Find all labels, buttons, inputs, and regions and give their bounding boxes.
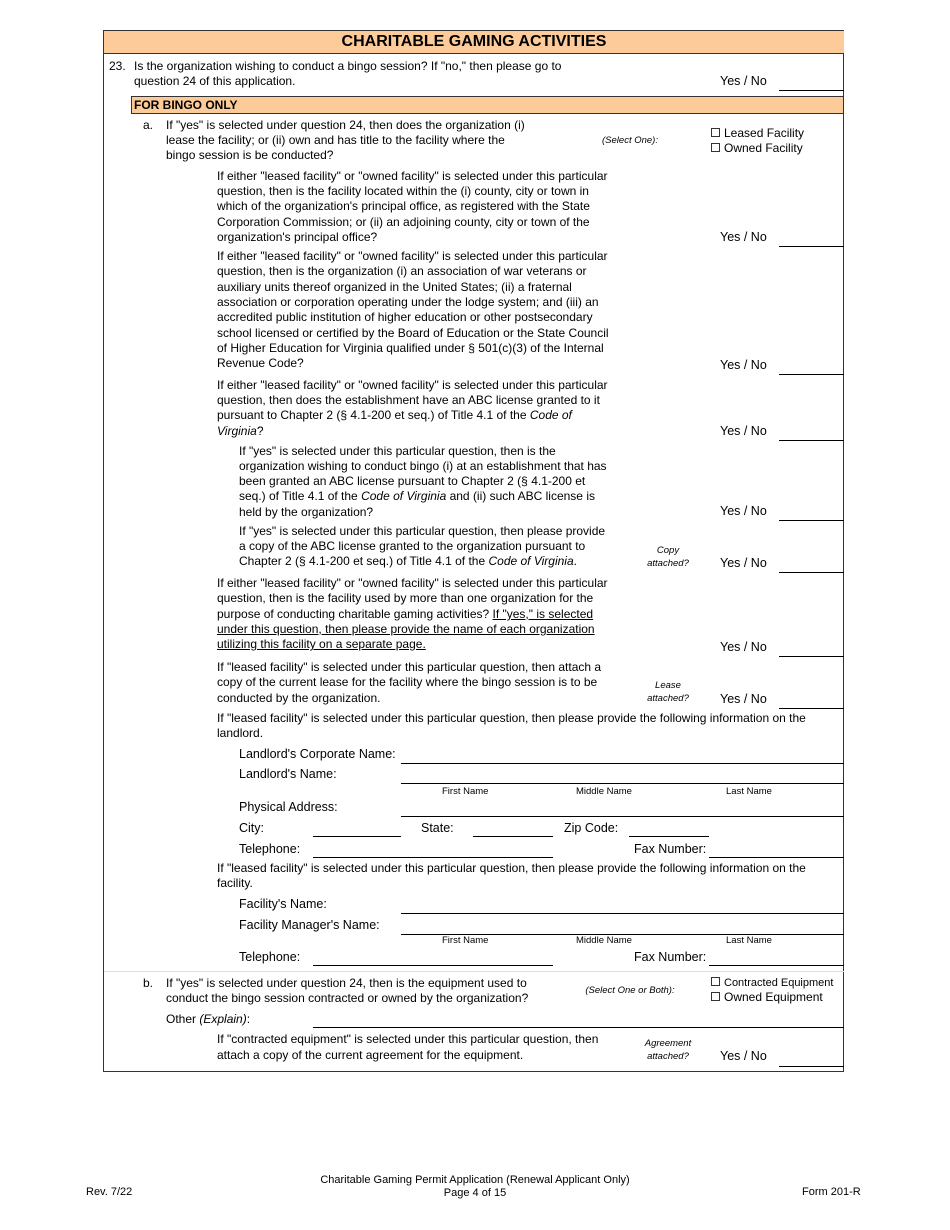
s4-answer-label: Yes / No <box>720 504 767 518</box>
s1-line: If either "leased facility" or "owned facility" is selected under this particular <box>217 169 608 183</box>
landlord-corp-name-label: Landlord's Corporate Name: <box>239 747 396 761</box>
s1-line: which of the organization's principal office, as registered with the State <box>217 199 590 213</box>
option-label: Owned Equipment <box>724 990 823 1004</box>
s5-line: a copy of the ABC license granted to the organization pursuant to <box>239 539 586 553</box>
s6-line5: utilizing this facility on a separate page. <box>217 637 426 651</box>
landlord-fax-label: Fax Number: <box>634 842 707 856</box>
q23-line1: Is the organization wishing to conduct a bingo session? If "no," then please go to <box>134 59 562 73</box>
facility-name-label: Facility's Name: <box>239 897 327 911</box>
last-name-caption: Last Name <box>726 786 772 797</box>
landlord-intro: If "leased facility" is selected under this particular question, then please provide the following information on the <box>217 711 806 725</box>
s2-line: school licensed or certified by the Board of Education or the State Council <box>217 326 609 340</box>
option-contracted-equipment[interactable] <box>711 976 833 991</box>
landlord-corp-name-field[interactable] <box>401 763 844 764</box>
s2-line: question, then is the organization (i) an association of war veterans or <box>217 264 587 278</box>
s1-answer-label: Yes / No <box>720 230 767 244</box>
facility-fax-label: Fax Number: <box>634 950 707 964</box>
s4-line: been granted an ABC license pursuant to Chapter 2 (§ 4.1-200 et <box>239 474 586 488</box>
s1-answer-field[interactable] <box>779 246 844 247</box>
qb-answer-field[interactable] <box>779 1066 844 1067</box>
option-label: Contracted Equipment <box>724 977 834 989</box>
facility-telephone-label: Telephone: <box>239 950 301 964</box>
landlord-city-label: City: <box>239 821 264 835</box>
last-name-caption: Last Name <box>726 935 772 946</box>
landlord-city-field[interactable] <box>313 836 401 837</box>
s1-line: organization's principal office? <box>217 230 378 244</box>
s3-line3: pursuant to Chapter 2 (§ 4.1-200 et seq.) of Title 4.1 of the Code of <box>217 408 572 422</box>
landlord-telephone-field[interactable] <box>313 857 553 858</box>
s4-line4: seq.) of Title 4.1 of the Code of Virginia and (ii) such ABC license is <box>239 489 595 503</box>
s2-answer-field[interactable] <box>779 374 844 375</box>
landlord-state-field[interactable] <box>473 836 553 837</box>
footer-rev: Rev. 7/22 <box>86 1186 133 1198</box>
s4-line: If "yes" is selected under this particular question, then is the <box>239 444 556 458</box>
s7-line: copy of the current lease for the facility where the bingo session is to be <box>217 675 598 689</box>
s6-line: question, then is the facility used by more than one organization for the <box>217 591 594 605</box>
landlord-intro: landlord. <box>217 726 264 740</box>
landlord-state-label: State: <box>421 821 454 835</box>
qb-line1: If "yes" is selected under question 24, then is the equipment used to <box>166 976 527 990</box>
qa-line3: bingo session is be conducted? <box>166 148 334 162</box>
landlord-name-field[interactable] <box>401 783 844 784</box>
s2-answer-label: Yes / No <box>720 358 767 372</box>
qb-sub-line: If "contracted equipment" is selected under this particular question, then <box>217 1032 599 1046</box>
landlord-address-label: Physical Address: <box>239 800 338 814</box>
facility-intro: facility. <box>217 876 253 890</box>
qb-other-label: Other (Explain): <box>166 1012 251 1026</box>
q23-answer-label: Yes / No <box>720 74 767 88</box>
s3-line4: Virginia? <box>217 424 264 438</box>
qa-select-hint: (Select One): <box>602 135 658 146</box>
qa-line1: If "yes" is selected under question 24, then does the organization (i) <box>166 118 525 132</box>
landlord-name-label: Landlord's Name: <box>239 767 337 781</box>
s5-line: If "yes" is selected under this particular question, then please provide <box>239 524 606 538</box>
landlord-zip-label: Zip Code: <box>564 821 619 835</box>
landlord-fax-field[interactable] <box>709 857 844 858</box>
s3-answer-field[interactable] <box>779 440 844 441</box>
q23-answer-field[interactable] <box>779 90 844 91</box>
s5-line3: Chapter 2 (§ 4.1-200 et seq.) of Title 4.1 of the Code of Virginia. <box>239 554 577 568</box>
middle-name-caption: Middle Name <box>576 935 632 946</box>
s2-line: association or corporation operating under the lodge system; and (iii) an <box>217 295 599 309</box>
bingo-only-header: FOR BINGO ONLY <box>131 96 844 114</box>
s3-line: If either "leased facility" or "owned facility" is selected under this particular <box>217 378 608 392</box>
first-name-caption: First Name <box>442 935 489 946</box>
checkbox[interactable] <box>711 143 720 152</box>
option-owned-facility[interactable] <box>711 141 803 156</box>
s6-answer-label: Yes / No <box>720 640 767 654</box>
section-title: CHARITABLE GAMING ACTIVITIES <box>104 31 844 54</box>
s2-line: If either "leased facility" or "owned facility" is selected under this particular <box>217 249 608 263</box>
qb-line2: conduct the bingo session contracted or owned by the organization? <box>166 991 529 1005</box>
facility-manager-label: Facility Manager's Name: <box>239 918 380 932</box>
s4-line: organization wishing to conduct bingo (i) at an establishment that has <box>239 459 607 473</box>
s4-line5: held by the organization? <box>239 505 374 519</box>
qb-select-hint: (Select One or Both): <box>585 985 675 996</box>
checkbox[interactable] <box>711 128 720 137</box>
qb-answer-label: Yes / No <box>720 1049 767 1063</box>
s3-answer-label: Yes / No <box>720 424 767 438</box>
qb-letter: b. <box>143 976 154 990</box>
q23-line2: question 24 of this application. <box>134 74 296 88</box>
facility-fax-field[interactable] <box>709 965 844 966</box>
s7-line: conducted by the organization. <box>217 691 381 705</box>
s7-answer-label: Yes / No <box>720 692 767 706</box>
option-owned-equipment[interactable] <box>711 990 823 1005</box>
checkbox[interactable] <box>711 977 720 986</box>
s1-line: question, then is the facility located within the (i) county, city or town in <box>217 184 589 198</box>
s6-line4: under this question, then please provide the name of each organization <box>217 622 595 636</box>
divider <box>104 971 844 972</box>
s7-answer-field[interactable] <box>779 708 844 709</box>
s5-answer-field[interactable] <box>779 572 844 573</box>
landlord-telephone-label: Telephone: <box>239 842 301 856</box>
s2-line: Revenue Code? <box>217 356 304 370</box>
landlord-zip-field[interactable] <box>629 836 709 837</box>
option-leased-facility[interactable] <box>711 126 804 141</box>
option-label: Leased Facility <box>724 126 805 140</box>
s6-answer-field[interactable] <box>779 656 844 657</box>
qa-letter: a. <box>143 118 154 132</box>
q23-number: 23. <box>109 59 126 73</box>
facility-intro: If "leased facility" is selected under this particular question, then please provide the following information on the <box>217 861 806 875</box>
footer-title: Charitable Gaming Permit Application (Renewal Applicant Only) <box>320 1174 630 1186</box>
qa-line2: lease the facility; or (ii) own and has title to the facility where the <box>166 133 505 147</box>
qb-hint: Agreement attached? <box>644 1038 692 1062</box>
footer-page: Page 4 of 15 <box>443 1187 507 1199</box>
s3-line: question, then does the establishment have an ABC license granted to it <box>217 393 600 407</box>
qb-sub-line: attach a copy of the current agreement for the equipment. <box>217 1048 524 1062</box>
s5-hint: Copy attached? <box>647 545 689 569</box>
s2-line: accredited public institution of higher education or other postsecondary <box>217 310 593 324</box>
s7-line: If "leased facility" is selected under this particular question, then attach a <box>217 660 602 674</box>
s2-line: of Higher Education for Virginia qualified under § 501(c)(3) of the Internal <box>217 341 604 355</box>
footer-form: Form 201-R <box>802 1186 861 1198</box>
s5-answer-label: Yes / No <box>720 556 767 570</box>
facility-name-field[interactable] <box>401 913 844 914</box>
facility-telephone-field[interactable] <box>313 965 553 966</box>
landlord-address-field[interactable] <box>401 816 844 817</box>
s2-line: auxiliary units thereof organized in the United States; (ii) a fraternal <box>217 280 572 294</box>
s1-line: Corporation Commission; or (ii) an adjoining county, city or town of the <box>217 215 590 229</box>
option-label: Owned Facility <box>724 141 803 155</box>
checkbox[interactable] <box>711 992 720 1001</box>
s6-line3: purpose of conducting charitable gaming activities? If "yes," is selected <box>217 607 594 621</box>
s7-hint: Lease attached? <box>647 680 689 704</box>
middle-name-caption: Middle Name <box>576 786 632 797</box>
s4-answer-field[interactable] <box>779 520 844 521</box>
s6-line: If either "leased facility" or "owned facility" is selected under this particular <box>217 576 608 590</box>
qb-other-field[interactable] <box>313 1027 844 1028</box>
first-name-caption: First Name <box>442 786 489 797</box>
